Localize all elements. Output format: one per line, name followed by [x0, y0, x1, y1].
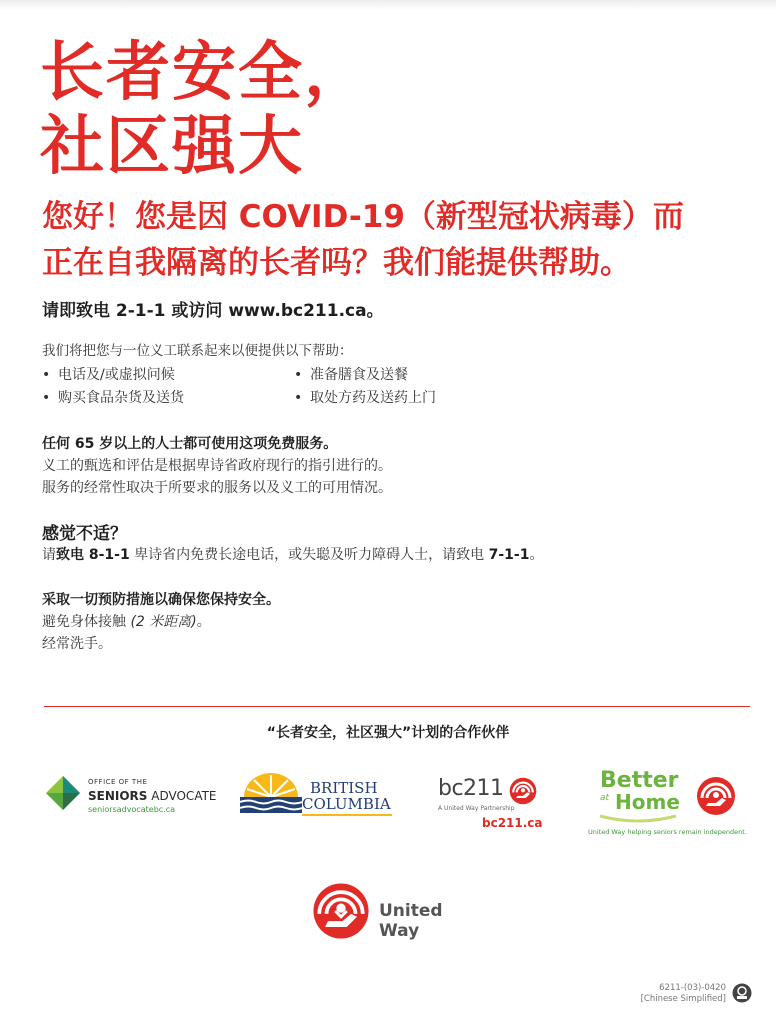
help-intro: 我们将把您与一位义工联系起来以便提供以下帮助：	[42, 343, 353, 359]
bc211-tag: A United Way Partnership	[438, 805, 515, 812]
bc-sun-icon	[240, 773, 302, 813]
subtitle-line-1: 您好！您是因 COVID-19（新型冠状病毒）而	[42, 199, 684, 235]
precautions-heading: 采取一切预防措施以确保您保持安全。	[42, 592, 280, 608]
precaution-end: 。	[196, 614, 211, 630]
bc211-name: bc211	[438, 776, 504, 801]
seniors-logo-name	[88, 789, 217, 803]
bc-logo-underline	[302, 814, 392, 816]
seniors-logo-bold: SENIORS	[88, 789, 148, 803]
eligibility-line-1: 义工的甄选和评估是根据卑诗省政府现行的指引进行的。	[42, 458, 392, 474]
phone-711: 7-1-1	[488, 547, 530, 563]
section-divider	[44, 706, 750, 707]
service-item: • 电话及/或虚拟问候	[42, 364, 184, 387]
service-item: • 购买食品杂货及送货	[42, 387, 184, 410]
eligibility-block	[42, 433, 392, 499]
precautions-block	[42, 589, 280, 655]
unwell-heading: 感觉不适？	[42, 524, 127, 544]
unwell-pre: 请	[42, 547, 56, 563]
british-columbia-logo	[240, 773, 396, 819]
print-mark-icon	[732, 983, 752, 1003]
seniors-logo-top: OFFICE OF THE	[88, 778, 148, 786]
seniors-logo-url: seniorsadvocatebc.ca	[88, 805, 176, 814]
footer-doc-code: 6211-(03)-0420	[659, 983, 726, 993]
better-swoosh-icon	[598, 814, 678, 824]
united-way-hand-icon	[509, 777, 537, 805]
precaution-line-2: 经常洗手。	[42, 636, 112, 652]
better-logo-at: at	[600, 793, 610, 803]
footer-language: [Chinese Simplified]	[640, 994, 726, 1004]
unwell-mid: 卑诗省内免费长途电话，或失聪及听力障碍人士，请致电	[129, 547, 489, 563]
unwell-text	[42, 544, 543, 566]
service-item: • 准备膳食及送餐	[294, 364, 436, 387]
subtitle-line-2: 正在自我隔离的长者吗？我们能提供帮助。	[42, 245, 631, 281]
footer-code	[641, 983, 726, 1005]
services-list-right	[294, 364, 436, 410]
bc-logo-line-1: BRITISH	[310, 779, 378, 797]
better-at-home-logo	[586, 768, 752, 840]
partners-heading: “长者安全，社区强大”计划的合作伙伴	[266, 725, 510, 741]
top-band	[0, 0, 776, 10]
eligibility-heading: 任何 65 岁以上的人士都可使用这项免费服务。	[42, 436, 338, 452]
call-to-action: 请即致电 2-1-1 或访问 www.bc211.ca。	[42, 301, 384, 321]
phone-811: 致电 8-1-1	[56, 547, 130, 563]
precaution-line-1	[42, 611, 280, 633]
title-line-1: 长者安全，	[40, 36, 370, 110]
unwell-post: 。	[529, 547, 544, 563]
bc211-logo	[438, 776, 542, 832]
better-logo-home: Home	[615, 790, 680, 814]
seniors-advocate-logo	[46, 774, 217, 820]
services-list-left	[42, 364, 184, 410]
service-item: • 取处方药及送药上门	[294, 387, 436, 410]
seniors-advocate-diamond-icon	[46, 776, 80, 810]
united-way-logo	[312, 880, 484, 942]
bc211-url: bc211.ca	[482, 816, 543, 830]
bc-logo-line-2: COLUMBIA	[302, 795, 391, 813]
seniors-logo-rest: ADVOCATE	[147, 789, 217, 803]
better-logo-line-1: Better	[600, 768, 679, 793]
united-way-hand-icon	[696, 776, 736, 816]
title-line-2: 社区强大	[40, 110, 304, 184]
precaution-text: 避免身体接触	[42, 614, 131, 630]
better-logo-tagline: United Way helping seniors remain independent.	[588, 828, 747, 836]
eligibility-line-2: 服务的经常性取决于所要求的服务以及义工的可用情况。	[42, 480, 392, 496]
distance-note: (2 米距离)	[130, 614, 197, 630]
united-way-name: United Way	[379, 901, 443, 941]
united-way-hand-icon	[312, 882, 370, 940]
